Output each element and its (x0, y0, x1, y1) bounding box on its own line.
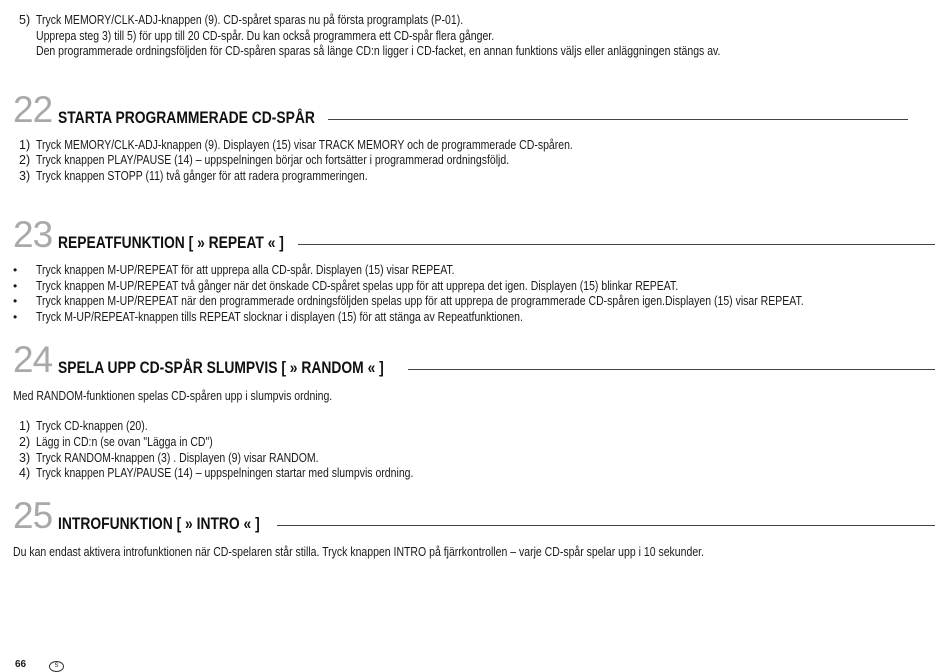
page-number: 66 (15, 659, 27, 670)
item-text: Tryck RANDOM-knappen (3) . Displayen (9) visar RANDOM. (36, 451, 319, 465)
item-number: 2) (19, 153, 31, 167)
section-number: 22 (13, 89, 53, 130)
bullet: • (13, 310, 18, 324)
step-number: 5) (19, 13, 31, 27)
language-badge: S (49, 661, 64, 672)
step-text: Upprepa steg 3) till 5) för upp till 20 CD-spår. Du kan också programmera ett CD-spår flera gånger. (36, 29, 495, 43)
intro-text: Med RANDOM-funktionen spelas CD-spåren upp i slumpvis ordning. (13, 389, 333, 403)
section-rule (277, 525, 935, 526)
section-rule (408, 369, 935, 370)
section-title: INTROFUNKTION [ » INTRO « ] (58, 515, 260, 533)
section-title: STARTA PROGRAMMERADE CD-SPÅR (58, 109, 315, 127)
item-text: Tryck knappen STOPP (11) två gånger för att radera programmeringen. (36, 169, 368, 183)
step-text: Den programmerade ordningsföljden för CD-spåren sparas så länge CD:n ligger i CD-facket, en annan funktions väljs eller anläggningen stängs av. (36, 44, 721, 58)
section-number: 24 (13, 339, 53, 380)
item-text: Tryck MEMORY/CLK-ADJ-knappen (9). Displayen (15) visar TRACK MEMORY och de programmerade CD-spåren. (36, 138, 573, 152)
section-number: 23 (13, 214, 53, 255)
item-text: Tryck M-UP/REPEAT-knappen tills REPEAT slocknar i displayen (15) för att stänga av Repeatfunktionen. (36, 310, 523, 324)
bullet: • (13, 263, 18, 277)
section-title: SPELA UPP CD-SPÅR SLUMPVIS [ » RANDOM « ] (58, 359, 384, 377)
item-text: Tryck knappen M-UP/REPEAT två gånger när det önskade CD-spåret spelas upp för att upprepa det igen. Displayen (15) blinkar REPEAT. (36, 279, 679, 293)
item-number: 3) (19, 169, 31, 183)
item-number: 1) (19, 138, 31, 152)
item-number: 2) (19, 435, 31, 449)
step-text: Tryck MEMORY/CLK-ADJ-knappen (9). CD-spåret sparas nu på första programplats (P-01). (36, 13, 464, 27)
bullet: • (13, 279, 18, 293)
section-24-header (0, 340, 950, 380)
item-text: Lägg in CD:n (se ovan "Lägga in CD") (36, 435, 213, 449)
item-text: Tryck CD-knappen (20). (36, 419, 148, 433)
section-rule (328, 119, 908, 120)
section-title: REPEATFUNKTION [ » REPEAT « ] (58, 234, 284, 252)
item-number: 1) (19, 419, 31, 433)
item-number: 4) (19, 466, 31, 480)
section-22-header (0, 90, 950, 130)
item-text: Tryck knappen PLAY/PAUSE (14) – uppspelningen börjar och fortsätter i programmerad ordningsföljd. (36, 153, 510, 167)
bullet: • (13, 294, 18, 308)
section-23-header (0, 215, 950, 255)
item-text: Tryck knappen M-UP/REPEAT när den programmerade ordningsföljden spelas upp för att upprepa de programmerade CD-spåren igen.Displayen (15) visar REPEAT. (36, 294, 804, 308)
section-25-header (0, 496, 950, 536)
intro-text: Du kan endast aktivera introfunktionen när CD-spelaren står stilla. Tryck knappen INTRO på fjärrkontrollen – varje CD-spår spelar upp i 10 sekunder. (13, 545, 705, 559)
item-text: Tryck knappen M-UP/REPEAT för att upprepa alla CD-spår. Displayen (15) visar REPEAT. (36, 263, 455, 277)
section-number: 25 (13, 495, 53, 536)
item-number: 3) (19, 451, 31, 465)
item-text: Tryck knappen PLAY/PAUSE (14) – uppspelningen startar med slumpvis ordning. (36, 466, 414, 480)
section-rule (298, 244, 935, 245)
